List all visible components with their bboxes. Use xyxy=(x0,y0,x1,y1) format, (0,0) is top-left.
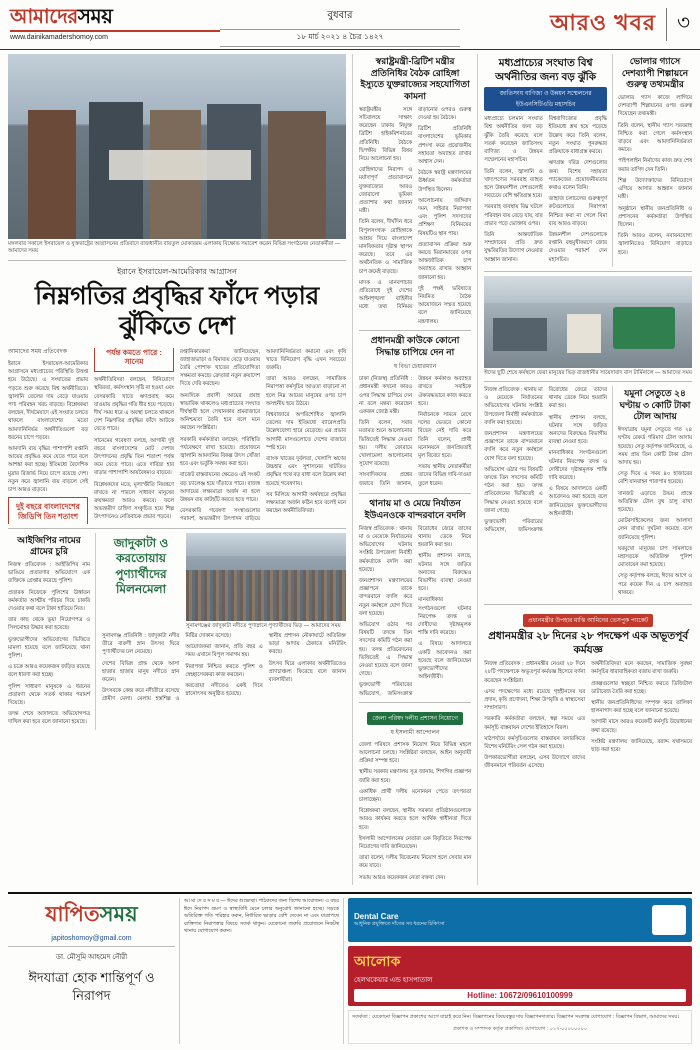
zila-para: স্থানীয় সরকার মন্ত্রণালয় সূত্র জানায়, শিগগির প্রজ্ঞাপন জারি করা হবে। xyxy=(358,769,472,784)
lead-para: ব্যাংক খাতের দুর্বলতা, খেলাপি ঋণের উচ্চহার এবং সুশাসনের ঘাটতিও প্রবৃদ্ধির পথে বড় বাধা বলে উল্লেখ করা হয়েছে গবেষণায়। xyxy=(265,456,346,487)
right-gas-para: তিনি আরও বলেন, নবায়নযোগ্য জ্বালানিতেও বিনিয়োগ বাড়াতে হবে। xyxy=(618,233,692,256)
divider xyxy=(8,260,346,261)
pm-body xyxy=(484,660,692,770)
mid-pm-headline: প্রধানমন্ত্রী কাউকে কোনো সিদ্ধান্ত চাপিয়ে দেন না xyxy=(370,334,460,357)
jadukata-para: আয়োজকরা জানান, প্রতি বছর এ সময় এখানে বিপুল সমাগম হয়। xyxy=(185,644,263,659)
japito-person-name: ডা. মৌসুমি আহমেদ নৌরী xyxy=(55,954,128,961)
zila-para: জেলা পরিষদে প্রশাসক নিয়োগ নিয়ে বিভিন্ন মহলে আলোচনা চলছে। সংশ্লিষ্টরা বলছেন, আইন অনুযায়ী প্রক্রিয়া সম্পন্ন হবে। xyxy=(358,741,472,765)
lead-para: বিশ্লেষকদের মতে, মূল্যস্ফীতি নিয়ন্ত্রণে রাখতে না পারলে সাধারণ মানুষের ক্রয়ক্ষমতা আরও কমবে। ফলে অভ্যন্তরীণ চাহিদা সংকুচিত হয়ে শিল্প উৎপাদনেও নেতিবাচক প্রভাব পড়বে। xyxy=(93,481,174,521)
right-column xyxy=(477,54,692,885)
jadukata-para: করতোয়া নদীতেও একই দিনে স্নানোৎসব অনুষ্ঠিত হয়েছে। xyxy=(185,682,263,698)
igp-body xyxy=(8,561,90,727)
japito-email[interactable]: japitoshomoy@gmail.com xyxy=(51,935,132,942)
mid-thana-body xyxy=(359,525,471,698)
ad-bottom-note xyxy=(348,1010,692,1044)
igp-para: পুলিশ সাধারণ মানুষকে এ ধরনের প্রতারণা থেকে সতর্ক থাকার পরামর্শ দিয়েছে। xyxy=(8,683,90,707)
mid-pm-para: সভায় স্থানীয় নেতাকর্মীরা তাদের বিভিন্ন দাবি-দাওয়া তুলে ধরেন। xyxy=(418,464,472,487)
zila-tag-wrap xyxy=(359,707,471,725)
right-top-headline: মধ্যপ্রাচ্যের সংঘাত বিশ্ব অর্থনীতির জন্য বড় ঝুঁকি xyxy=(495,57,597,83)
jadukata-story xyxy=(102,533,346,730)
right-gas-para: অনুষ্ঠানে স্থানীয় জনপ্রতিনিধি ও প্রশাসনের কর্মকর্তারা উপস্থিত ছিলেন। xyxy=(618,205,692,228)
lead-para: বিশ্ববাজারে অপরিশোধিত জ্বালানি তেলের দাম ইতিমধ্যে ব্যারেলপ্রতি উল্লেখযোগ্য হারে বেড়েছে। এর প্রভাব আগামী মাসগুলোতে দেশের বাজারে স্পষ্ট হবে। xyxy=(265,412,346,451)
igp-para: ভুক্তভোগীদের অভিযোগের ভিত্তিতে মামলা হয়েছে বলে জানিয়েছে থানা পুলিশ। xyxy=(8,636,90,660)
pm-headline: প্রধানমন্ত্রীর ২৮ দিনের ২৮ পদক্ষেপ এক অভূতপূর্ব কর্মযজ্ঞ xyxy=(488,629,689,656)
mid-top-para: আলোচনায় জঙ্গিবাদ দমন, সাইবার নিরাপত্তা এবং পুলিশ সদস্যদের প্রশিক্ষণ বিনিময়ের বিষয়টিও স্থান পায়। xyxy=(418,197,472,237)
lead-para: সানেমের গবেষণা বলছে, আগামী দুই বছরে বাংলাদেশের মোট দেশজ উৎপাদনের প্রবৃদ্ধি তিন শতাংশ পর্যন্ত কমে যেতে পারে। এতে দারিদ্র্য হার বাড়ার পাশাপাশি আয়বৈষম্যও বাড়বে। xyxy=(93,437,174,477)
lead-byline: আমাদের সময় প্রতিবেদক xyxy=(8,348,67,355)
igp-para: তদন্ত শেষে আদালতে অভিযোগপত্র দাখিল করা হবে বলে জানানো হয়েছে। xyxy=(8,711,90,726)
right-top-para: মধ্যপ্রাচ্যে চলমান সংঘাত বিশ্ব অর্থনীতির জন্য বড় ঝুঁকি তৈরি করেছে বলে সতর্ক করেছেন জাতিসংঘ বাণিজ্য ও উন্নয়ন সম্মেলনের মহাসচিব। xyxy=(484,116,543,164)
zila-para: ইসলামী আন্দোলনের নেতারা এক বিবৃতিতে নিরপেক্ষ নিয়োগের দাবি জানিয়েছেন। xyxy=(358,835,472,851)
mid-pm-para: নির্বাচনকে সামনে রেখে দলের ভেতরে কোনো বিভেদ নেই দাবি করে তিনি বলেন, প্রার্থী মনোনয়নে জনপ্রিয়তাই মূল বিবেচ্য হবে। xyxy=(418,412,472,460)
jamuna-para: মোটরসাইকেলের জন্য আলাদা লেন রাখায় দুর্ঘটনা কমেছে বলে জানিয়েছে পুলিশ। xyxy=(618,518,692,541)
divider xyxy=(359,493,471,494)
right-lower-para: জনপ্রশাসন মন্ত্রণালয়ের প্রজ্ঞাপনে তাকে বান্দরবানে বদলি করে নতুন কর্মস্থলে যোগ দিতে বলা হয়েছে। xyxy=(484,431,543,462)
jadukata-para: নিরাপত্তা নিশ্চিত করতে পুলিশ ও স্বেচ্ছাসেবকরা কাজ করছেন। xyxy=(185,663,263,678)
pm-para: নিজস্ব প্রতিবেদক : প্রধানমন্ত্রীর নেওয়া ২৮ দিনে ২৮টি পদক্ষেপকে অভূতপূর্ব কর্মযজ্ঞ হিসেবে বর্ণনা করেছেন সংশ্লিষ্টরা। xyxy=(484,661,586,684)
weekday: বুধবার xyxy=(327,10,353,21)
mid-pm-body xyxy=(359,375,471,489)
right-lower-para: মানবাধিকার সংগঠনগুলো ঘটনার নিরপেক্ষ তদন্ত ও দোষীদের দৃষ্টান্তমূলক শাস্তি দাবি করেছে। xyxy=(548,450,607,482)
mid-top-para: তিনি বলেন, দীর্ঘদিন ধরে বিপুলসংখ্যক রোহিঙ্গাকে আশ্রয় দিয়ে বাংলাদেশ মানবিকতার দৃষ্টান্ত স্থাপন করেছে। তবে এর অর্থনৈতিক ও সামাজিক চাপ ক্রমেই বাড়ছে। xyxy=(358,219,413,275)
divider xyxy=(359,702,471,703)
mid-thana-para: অভিযোগ ওঠার পর বিষয়টি তদন্তে তিন সদস্যের কমিটি গঠন করা হয়। তদন্ত প্রতিবেদনের ভিত্তিতেই এ সিদ্ধান্ত নেওয়া হয়েছে বলে জানা গেছে। xyxy=(358,621,413,678)
pm-para: প্রকল্পগুলোর স্বচ্ছতা নিশ্চিত করতে ডিজিটাল ডাটাবেজ তৈরি করা হচ্ছে। xyxy=(591,680,692,695)
dental-title: Dental Care xyxy=(354,911,399,921)
igp-para: এ চক্রে আরও কয়েকজন জড়িত রয়েছে বলে ধারণা করা হচ্ছে। xyxy=(8,664,90,679)
right-lower-para: এ বিষয়ে আদালতে একটি আবেদনও করা হয়েছে বলে জানিয়েছেন ভুক্তভোগীদের আইনজীবী। xyxy=(548,486,607,517)
igp-para: নিজস্ব প্রতিবেদক : আইজিপির নাম ভাঙিয়ে প্রতারণার অভিযোগে এক ব্যক্তিকে গ্রেপ্তার করেছে পুলিশ। xyxy=(8,562,90,585)
divider xyxy=(8,528,346,529)
lead-para: ইরানে ইসরায়েল-আমেরিকার আগ্রাসনে মধ্যপ্রাচ্যের পরিস্থিতি উত্তপ্ত হয়ে উঠেছে। এ সংঘাতের প্রভাব পড়তে শুরু করেছে বিশ্ব অর্থনীতিতে। জ্বালানি তেলের দাম বেড়ে যাওয়ায় পণ্য পরিবহন খরচ বাড়ছে। বিশ্লেষকরা বলছেন, দীর্ঘমেয়াদে এই সংঘাত চলতে থাকলে বাংলাদেশের মতো আমদানিনির্ভর অর্থনীতিগুলো বড় ধরনের চাপে পড়বে। xyxy=(8,360,88,441)
section-title: আরও খবর xyxy=(550,10,656,35)
jadukata-para: সুনামগঞ্জ প্রতিনিধি : জাদুকাটা নদীর তীরে বারুণী স্নান উৎসব ঘিরে পুণ্যার্থীদের ঢল নেমেছে। xyxy=(102,632,180,656)
pm-para: স্থানীয় জনপ্রতিনিধিদের সম্পৃক্ত করে তালিকা হালনাগাদ করা হচ্ছে বলে জানানো হয়েছে। xyxy=(591,700,692,715)
igp-story xyxy=(8,533,96,730)
masthead-right xyxy=(460,6,690,43)
lead-para: রপ্তানিকারকরা জানিয়েছেন, জাহাজভাড়া ও বিমাব্যয় বেড়ে যাওয়ায় তৈরি পোশাক খাতের প্রতিযোগিতা সক্ষমতা কমছে। ক্রেতারা নতুন ক্রয়াদেশ দিতে দেরি করছেন। xyxy=(179,348,260,388)
mid-thana-para: মানবাধিকার সংগঠনগুলো ঘটনার নিরপেক্ষ তদন্ত ও দোষীদের দৃষ্টান্তমূলক শাস্তি দাবি করেছে। xyxy=(418,597,472,637)
right-top-para: উন্নয়নশীল দেশগুলোকে রপ্তানি বহুমুখীকরণে জোর দেওয়ার পরামর্শ দেন মহাসচিব। xyxy=(548,231,607,263)
jamuna-para: ঈদযাত্রায় যমুনা সেতুতে গত ২৪ ঘণ্টায় রেকর্ড পরিমাণ টোল আদায় হয়েছে। সেতু কর্তৃপক্ষ জানিয়েছে, এ সময় প্রায় তিন কোটি টাকা টোল আদায় হয়। xyxy=(618,427,692,466)
japito-wish: ঈদযাত্রা হোক শান্তিপূর্ণ ও নিরাপদ xyxy=(28,970,155,1003)
mid-top-para: মাদক ও মানবপাচার প্রতিরোধে দুই দেশের আইনশৃঙ্খলা বাহিনীর মধ্যে তথ্য বিনিময় বাড়ানোর ওপরও গুরুত্ব দেওয়া হয় বৈঠকে। xyxy=(358,106,472,311)
zila-story xyxy=(359,707,471,882)
lead-para: অর্থনীতিবিদরা বলছেন, বিনিয়োগে স্থবিরতা, কর্মসংস্থান সৃষ্টি না হওয়া এবং বেসরকারি খাতে ঋণপ্রবাহ কমে যাওয়ায় প্রবৃদ্ধির গতি ধীর হয়ে পড়েছে। দীর্ঘ সময় ধরে এ অবস্থা চলতে থাকলে দেশ নিম্নগতির প্রবৃদ্ধির ফাঁদে আটকে যেতে পারে। xyxy=(93,377,174,433)
right-lower-para: ভুক্তভোগী পরিবারের অভিযোগ, জমিসংক্রান্ত বিরোধের জেরে তাদের থানায় ডেকে নিয়ে হয়রানি করা হয়। xyxy=(484,387,607,534)
site-url: www.dainikamadershomoy.com xyxy=(10,34,108,41)
jadukata-para: দেশের বিভিন্ন প্রান্ত থেকে আসা হাজার হাজার মানুষ নদীতে স্নান করেন। xyxy=(102,660,180,683)
pm-para: অর্থনীতিবিদরা মনে করছেন, সামাজিক সুরক্ষা কর্মসূচির ধারাবাহিকতা বজায় রাখা জরুরি। xyxy=(591,661,692,676)
jamuna-para: সেতু দিয়ে এ সময় ৪০ হাজারের বেশি যানবাহন পারাপার হয়েছে। xyxy=(618,471,692,486)
zila-tag: জেলা পরিষদ দলীয় প্রশাসন নিয়োগে xyxy=(367,712,463,725)
jadukata-body xyxy=(102,632,346,704)
mid-pm-byline: ষ বিভা চেয়ারম্যান xyxy=(393,364,437,371)
dental-subtitle: আধুনিক প্রযুক্তিতে দাঁতের সব ধরনের চিকিৎসা xyxy=(354,920,445,927)
tooth-icon xyxy=(652,905,686,935)
mid-top-para: প্রত্যাবাসন প্রক্রিয়া শুরু করতে মিয়ানমারের ওপর আন্তর্জাতিক চাপ অব্যাহত রাখার আহ্বান জানানো হয়। xyxy=(418,241,472,281)
pm-para: সংশ্লিষ্ট মন্ত্রণালয় জানিয়েছে, বরাদ্দ যথাসময়ে ছাড় করা হবে। xyxy=(591,738,692,754)
ad-note-text: সতর্কতা : যেকোনো বিজ্ঞাপন প্রকাশের আগে যাচাই করে নিন। বিজ্ঞাপনের বিষয়বস্তুর দায় বিজ্ঞাপনদাতার। বিজ্ঞাপন সংক্রান্ত যোগাযোগ : বিজ্ঞাপন বিভাগ, আমাদের সময়। xyxy=(352,1014,679,1020)
right-top-body xyxy=(484,115,607,266)
japito-logo-2: সময় xyxy=(99,903,138,926)
right-top-para: সরবরাহ ব্যবস্থায় বিঘ্ন ঘটলে পরিবহন ব্যয় বেড়ে যায়, যার প্রভাব পড়ে ভোক্তার ওপর। xyxy=(484,204,543,227)
jamuna-para: ঘরমুখো মানুষের চাপ সামলাতে মহাসড়কে অতিরিক্ত পুলিশ মোতায়েন করা হয়েছে। xyxy=(618,545,692,569)
right-top-para: ঋণগ্রস্ত দরিদ্র দেশগুলোর জন্য বিশেষ সহায়তা প্যাকেজের প্রয়োজনীয়তার কথাও বলেন তিনি। xyxy=(548,160,607,191)
lead-kicker: ইরানে ইসরায়েল-আমেরিকার আগ্রাসন xyxy=(117,266,237,276)
zila-para: সভায় আরও কয়েকজন নেতা বক্তব্য দেন। xyxy=(358,874,446,881)
alok-hotline[interactable]: Hotline: 10672/09610100999 xyxy=(354,989,686,1002)
divider xyxy=(484,271,692,272)
right-top-para: বিশ্ববাণিজ্যের প্রবৃদ্ধি ইতিমধ্যে শ্লথ হয়ে পড়েছে উল্লেখ করে তিনি বলেন, নতুন সংঘাত পুনরুদ্ধার প্রক্রিয়াকে বাধাগ্রস্ত করবে। xyxy=(548,116,607,156)
mid-thana-para: জনপ্রশাসন মন্ত্রণালয়ের প্রজ্ঞাপনে তাকে বান্দরবানে বদলি করে নতুন কর্মস্থলে যোগ দিতে বলা হয়েছে। xyxy=(358,577,413,617)
masthead-center xyxy=(220,6,460,47)
newspaper-logo xyxy=(10,6,220,28)
divider xyxy=(359,330,471,331)
mid-top-para: স্বরাষ্ট্রমন্ত্রীর সঙ্গে সচিবালয়ে সাক্ষাৎ করেছেন ঢাকায় নিযুক্ত ব্রিটিশ হাইকমিশনারের প্রতিনিধি। বৈঠকে দ্বিপক্ষীয় বিভিন্ন বিষয় নিয়ে আলোচনা হয়। xyxy=(358,106,413,162)
pm-tag-wrap xyxy=(484,609,692,627)
logo-main: আমাদের xyxy=(10,6,78,28)
jamuna-body xyxy=(618,426,692,597)
japito-ad[interactable] xyxy=(8,898,180,1044)
jadukata-para: স্থানীয় প্রশাসন নৌকাঘাটে অতিরিক্ত ভাড়া আদায় ঠেকাতে মনিটরিং করছে। xyxy=(268,632,346,656)
dateline: ১৮ মার্চ ২০২১ ৪ চৈত্র ১৪২৭ xyxy=(220,29,460,47)
pm-program-story xyxy=(484,609,692,771)
lead-pullquote-text: দুই বছরে বাংলাদেশের জিডিপি তিন শতাংশ পর্যন্ত কমতে পারে : সানেম xyxy=(16,347,162,521)
dental-ad[interactable] xyxy=(348,898,692,942)
right-lower-body xyxy=(484,386,607,534)
jadukata-photo-caption: সুনামগঞ্জের জাদুকাটা নদীতে পুণ্যস্নানে পুণ্যার্থীদের ভিড় — আমাদের সময় xyxy=(186,622,341,629)
mid-pm-para: সাংবাদিকদের প্রশ্নের জবাবে তিনি জানান, উন্নয়ন কর্মকাণ্ড অব্যাহত রাখতে সবাইকে ঐক্যবদ্ধভাবে কাজ করতে হবে। xyxy=(358,376,472,487)
right-gas-para: শিল্প উদ্যোক্তাদের বিনিয়োগে এগিয়ে আসার আহ্বান জানান মন্ত্রী। xyxy=(618,177,692,201)
right-lower-para: নিজস্ব প্রতিবেদক : থানায় মা ও মেয়েকে নির্যাতনের অভিযোগের ঘটনায় সংশ্লিষ্ট উপজেলা নির্বাহী কর্মকর্তাকে বদলি করা হয়েছে। xyxy=(484,387,543,426)
mid-top-headline: স্বরাষ্ট্রমন্ত্রী-ব্রিটিশ মন্ত্রীর প্রতিনিধির বৈঠক রোহিঙ্গা ইস্যুতে যুক্তরাজ্যের সহযোগিতা কামনা xyxy=(360,56,470,102)
lead-photo xyxy=(8,54,346,239)
right-gas-headline: ভোলার গ্যাসে দেশব্যাপী শিল্পায়নে গুরুত্ব তথ্যমন্ত্রীর xyxy=(621,56,689,90)
divider xyxy=(484,604,692,605)
right-top-tag: জাতিসংঘ বাণিজ্য ও উন্নয়ন সম্মেলনের ইউএনসিটিএডি মহাসচিব xyxy=(484,87,607,111)
right-top-tag-wrap xyxy=(484,87,607,111)
japito-logo-1: যাপিত xyxy=(45,903,100,926)
logo-accent: সময় xyxy=(77,6,113,28)
jadukata-para: উৎসবকে কেন্দ্র করে নদীতীরে বসেছে গ্রামীণ মেলা। মেলায় হস্তশিল্প ও মিষ্টির দোকান বসেছে। xyxy=(102,632,231,703)
igp-para: প্রতারক নিজেকে পুলিশের ঊর্ধ্বতন কর্মকর্তার আত্মীয় পরিচয় দিয়ে চাকরি দেওয়ার কথা বলে টাকা হাতিয়ে নিত। xyxy=(8,589,90,613)
ad-text-block: আ মা দে র স ম য় — ঈদের শুভেচ্ছা। পাঠকদের জন্য বিশেষ আয়োজন। এ বছর ঈদে নিরাপদ ভ্রমণ ও স্বাস্থ্যবিধি মেনে চলার অনুরোধ জানানো হচ্ছে। সড়কে অতিরিক্ত গতি পরিহার করুন, নির্ধারিত ভাড়ার বেশি দেবেন না এবং যাত্রাপথে ব্যক্তিগত নিরাপত্তার বিষয়ে সতর্ক থাকুন। যেকোনো জরুরি প্রয়োজনে নিকটস্থ থানায় যোগাযোগ করুন। xyxy=(184,898,344,1044)
lead-para: অন্যদিকে প্রবাসী আয়ের প্রবাহ স্বাভাবিক থাকলেও মধ্যপ্রাচ্যের সংঘাত দীর্ঘস্থায়ী হলে সেখানকার শ্রমবাজারে অনিশ্চয়তা তৈরি হবে বলে মনে করছেন সংশ্লিষ্টরা। xyxy=(179,392,260,432)
zila-body xyxy=(359,741,471,882)
mid-top-para: দুই পক্ষই ভবিষ্যতে নিয়মিত বৈঠক আয়োজনে সম্মত হয়েছে বলে জানিয়েছে মন্ত্রণালয়। xyxy=(418,285,472,325)
pm-tag: প্রধানমন্ত্রীর উপহার মাঝি আমিনের ভেসপুক প্যাকেট xyxy=(523,614,653,627)
zila-para: বিশ্লেষকরা বলছেন, স্থানীয় সরকার প্রতিষ্ঠানগুলোকে আরও কার্যকর করতে হলে আর্থিক স্বাধীনতা দিতে হবে। xyxy=(358,808,472,831)
jamuna-para: সেতু কর্তৃপক্ষ বলছে, ঈদের আগে ও পরে কয়েক দিন এ চাপ অব্যাহত থাকবে। xyxy=(618,573,692,596)
alok-ad[interactable] xyxy=(348,946,692,1006)
jadukata-headline: জাদুকাটা ও করতোয়ায় পুণ্যার্থীদের মিলনমেলা xyxy=(113,535,169,597)
mid-pm-para: তিনি বলেন, সবার মতামত শুনে আলোচনার ভিত্তিতেই সিদ্ধান্ত নেওয়া হয়। দলীয় ফোরামে খোলামেলা আলোচনার সুযোগ রয়েছে। xyxy=(358,420,413,468)
page-number: ৩ xyxy=(666,8,690,41)
mid-thana-para: নিজস্ব প্রতিবেদক : থানায় মা ও মেয়েকে নির্যাতনের অভিযোগের ঘটনায় সংশ্লিষ্ট উপজেলা নির্বাহী কর্মকর্তাকে বদলি করা হয়েছে। xyxy=(358,525,413,573)
right-gas-para: তিনি বলেন, স্থানীয় গ্যাস সরবরাহ নিশ্চিত করা গেলে কর্মসংস্থান বাড়বে এবং আমদানিনির্ভরতা কমবে। xyxy=(618,122,692,154)
lead-para: বেসরকারি গবেষণা সংস্থাগুলোর পরামর্শ, অভ্যন্তরীণ উৎপাদন বাড়িয়ে আমদানিনির্ভরতা কমানো এবং কৃষি খাতে বিনিয়োগ বৃদ্ধি এখন সবচেয়ে জরুরি। xyxy=(179,348,346,523)
middle-column xyxy=(352,54,471,885)
mid-thana-para: স্থানীয় প্রশাসন বলছে, ঘটনার সঙ্গে জড়িত অন্যদের বিরুদ্ধেও বিভাগীয় ব্যবস্থা নেওয়া হবে। xyxy=(418,553,472,593)
lead-photo-caption: মঙ্গলবার সকালে ইসরায়েল ও যুক্তরাষ্ট্রের আগ্রাসনের প্রতিবাদে রাজধানীর বায়তুল মোকাররম এলাকায় বিক্ষোভ সমাবেশ করেন বিভিন্ন সংগঠনের নেতাকর্মীরা — আমাদের সময় xyxy=(8,241,341,255)
zila-para: একাধিক প্রার্থী দলীয় মনোনয়ন পেতে তৎপরতা চালাচ্ছেন। xyxy=(358,788,472,803)
jamuna-para: যানজট এড়াতে উভয় প্রান্তে অতিরিক্ত টোল বুথ চালু রাখা হয়েছে। xyxy=(618,490,692,513)
pm-para: এসব পদক্ষেপের মধ্যে রয়েছে গৃহহীনদের ঘর প্রদান, কৃষি প্রণোদনা, শিক্ষা উপবৃত্তি ও স্বাস্থ্যসেবা সম্প্রসারণ। xyxy=(484,688,586,712)
right-lower-para: অভিযোগ ওঠার পর বিষয়টি তদন্তে তিন সদস্যের কমিটি গঠন করা হয়। তদন্ত প্রতিবেদনের ভিত্তিতেই এ সিদ্ধান্ত নেওয়া হয়েছে বলে জানা গেছে। xyxy=(484,466,543,514)
page-footer: প্রকাশক ও সম্পাদক কর্তৃক প্রকাশিত। যোগাযোগ : ০১৭-০০০০০০০০ xyxy=(452,1025,588,1032)
right-top-para: তিনি আন্তর্জাতিক সম্প্রদায়ের প্রতি দ্রুত যুদ্ধবিরতির উদ্যোগ নেওয়ার আহ্বান জানান। xyxy=(484,231,543,263)
japito-logo xyxy=(8,898,175,933)
igp-para: তার কাছ থেকে ভুয়া নিয়োগপত্র ও সিলমোহর উদ্ধার করা হয়েছে। xyxy=(8,617,90,632)
divider xyxy=(484,381,692,382)
lead-para: তারা আরও বলছেন, সামাজিক নিরাপত্তা কর্মসূচির আওতা বাড়ানো না হলে নিম্ন আয়ের মানুষের ওপর চাপ অসহনীয় হয়ে উঠবে। xyxy=(265,376,346,407)
pm-para: সরকারি কর্মকর্তারা বলছেন, স্বল্প সময়ে এত কর্মসূচি বাস্তবায়ন দেশের ইতিহাসে বিরল। xyxy=(484,716,586,731)
ad-right-stack xyxy=(348,898,692,1044)
lead-para: সব মিলিয়ে আগামী অর্থবছরে প্রবৃদ্ধির লক্ষ্যমাত্রা অর্জন কঠিন হবে বলেই মনে করছেন অর্থনীতিবিদরা। xyxy=(265,491,346,515)
right-lower-para: স্থানীয় প্রশাসন বলছে, ঘটনার সঙ্গে জড়িত অন্যদের বিরুদ্ধেও বিভাগীয় ব্যবস্থা নেওয়া হবে। xyxy=(548,414,607,446)
igp-headline: আইজিপির নামের গ্রামের চুরি xyxy=(17,534,81,557)
mid-top-body xyxy=(359,106,471,326)
masthead xyxy=(0,0,700,50)
jamuna-headline: যমুনা সেতুতে ২৪ ঘণ্টায় ৩ কোটি টাকা টোল আদায় xyxy=(619,388,691,422)
mid-pm-para: ঢাকা (নিজস্ব) প্রতিনিধি : প্রধানমন্ত্রী কখনো কারও ওপর সিদ্ধান্ত চাপিয়ে দেন না বলে মন্তব্য করেছেন একজন জ্যেষ্ঠ মন্ত্রী। xyxy=(358,376,413,416)
main-grid xyxy=(0,50,700,885)
right-top-para: তিনি বলেন, জ্বালানি ও খাদ্যপণ্যের সরবরাহ ব্যাহত হলে উন্নয়নশীল দেশগুলোই সবচেয়ে বেশি ক্ষতিগ্রস্ত হবে। xyxy=(484,168,543,200)
right-lower-filler xyxy=(484,386,613,600)
masthead-rule xyxy=(10,30,220,32)
right-gas-para: ভোলার গ্যাস কাজে লাগিয়ে দেশব্যাপী শিল্পায়নের ওপর গুরুত্ব দিয়েছেন তথ্যমন্ত্রী। xyxy=(618,95,692,118)
right-gas-story xyxy=(618,54,692,267)
pm-para: মাঠপর্যায়ে কর্মসূচিগুলোর বাস্তবায়ন তদারকিতে বিশেষ মনিটরিং সেল গঠন করা হয়েছে। xyxy=(484,735,586,751)
lead-para: সরকারি কর্মকর্তারা বলছেন, পরিস্থিতি পর্যবেক্ষণে রাখা হয়েছে। প্রয়োজনে জ্বালানি আমদানির বিকল্প উৎস খোঁজা হবে এবং ভর্তুকি সমন্বয় করা হবে। xyxy=(179,436,260,468)
lead-para: আমদানি ব্যয় বৃদ্ধির পাশাপাশি রপ্তানি আয়ের প্রবৃদ্ধিও কমে যেতে পারে বলে আশঙ্কা করা হচ্ছে। ইতিমধ্যে বৈদেশিক মুদ্রার রিজার্ভ নিয়ে চাপে রয়েছে দেশ। নতুন করে জ্বালানি ব্যয় বাড়লে সেই চাপ আরও বাড়বে। xyxy=(8,445,88,493)
right-top-story xyxy=(484,54,613,267)
mid-thana-para: ভুক্তভোগী পরিবারের অভিযোগ, জমিসংক্রান্ত বিরোধের জেরে তাদের থানায় ডেকে নিয়ে হয়রানি করা হয়। xyxy=(358,525,472,697)
right-top-para: জাহাজ চলাচলের গুরুত্বপূর্ণ রুটগুলোতে নিরাপত্তা নিশ্চিত করা না গেলে বিমা ব্যয় আরও বাড়বে। xyxy=(548,196,607,227)
mid-top-para: বৈঠকে স্বরাষ্ট্র মন্ত্রণালয়ের ঊর্ধ্বতন কর্মকর্তারা উপস্থিত ছিলেন। xyxy=(418,170,472,193)
ad-zone xyxy=(8,892,692,1044)
mid-thana-headline: থানায় মা ও মেয়ে নির্যাতন ইউএনওকে বান্দরবানে বদলি xyxy=(364,498,466,521)
divider xyxy=(8,946,175,947)
mid-thana-para: এ বিষয়ে আদালতে একটি আবেদনও করা হয়েছে বলে জানিয়েছেন ভুক্তভোগীদের আইনজীবী। xyxy=(418,641,472,681)
jamuna-story xyxy=(618,386,692,600)
right-gas-para: পাইপলাইন নির্মাণের কাজ দ্রুত শেষ করার তাগিদ দেন তিনি। xyxy=(618,158,692,173)
zila-para: তারা বলেন, দলীয় বিবেচনায় নিয়োগ হলে সেবার মান কমে যাবে। xyxy=(358,855,472,870)
jadukata-photo xyxy=(186,533,346,621)
mid-top-para: রোহিঙ্গাদের নিরাপদ ও মর্যাদাপূর্ণ প্রত্যাবাসনে যুক্তরাজ্যের আরও জোরালো ভূমিকা প্রত্যাশার কথা জানান মন্ত্রী। xyxy=(358,167,413,215)
right-gas-body xyxy=(618,94,692,257)
masthead-left xyxy=(10,6,220,41)
lead-body xyxy=(8,348,346,524)
right-photo xyxy=(484,276,692,368)
pm-para: উপকারভোগীরা বলছেন, এসব উদ্যোগে তাদের জীবনমানে পরিবর্তন এসেছে। xyxy=(484,755,586,770)
alok-title: আলোক xyxy=(354,953,401,969)
pm-para: আগামী মাসে আরও কয়েকটি কর্মসূচি উদ্বোধনের কথা রয়েছে। xyxy=(591,719,692,734)
lead-headline: নিম্নগতির প্রবৃদ্ধির ফাঁদে পড়ার ঝুঁকিতে দেশ xyxy=(34,281,319,341)
zila-note: ষ ইসলামী আন্দোলন xyxy=(390,729,440,736)
mid-top-para: ব্রিটিশ প্রতিনিধি বাংলাদেশের ভূমিকার প্রশংসা করে প্রয়োজনীয় সহায়তা অব্যাহত রাখার আশ্বাস দেন। xyxy=(418,126,472,165)
lead-para: বাজেট বাস্তবায়নের ক্ষেত্রেও এই সংকট বড় চ্যালেঞ্জ হয়ে দাঁড়াতে পারে। রাজস্ব আদায়ের লক্ষ্যমাত্রা অর্জন না হলে উন্নয়ন ব্যয় কাটছাঁট করতে হতে পারে। xyxy=(179,472,260,504)
lead-column xyxy=(8,54,346,885)
right-photo-caption: ঈদের ছুটি শেষে কর্মস্থলে ফেরা মানুষের ভিড় রাজধানীর সায়েদাবাদ বাস টার্মিনালে — আমাদের সময় xyxy=(484,369,692,376)
jadukata-para: উৎসব ঘিরে এলাকার অর্থনীতিতেও প্রাণচাঞ্চল্য ফিরেছে বলে জানান ব্যবসায়ীরা। xyxy=(268,660,346,683)
alok-subtitle: হেলথকেয়ার এন্ড হাসপাতাল xyxy=(354,977,433,984)
